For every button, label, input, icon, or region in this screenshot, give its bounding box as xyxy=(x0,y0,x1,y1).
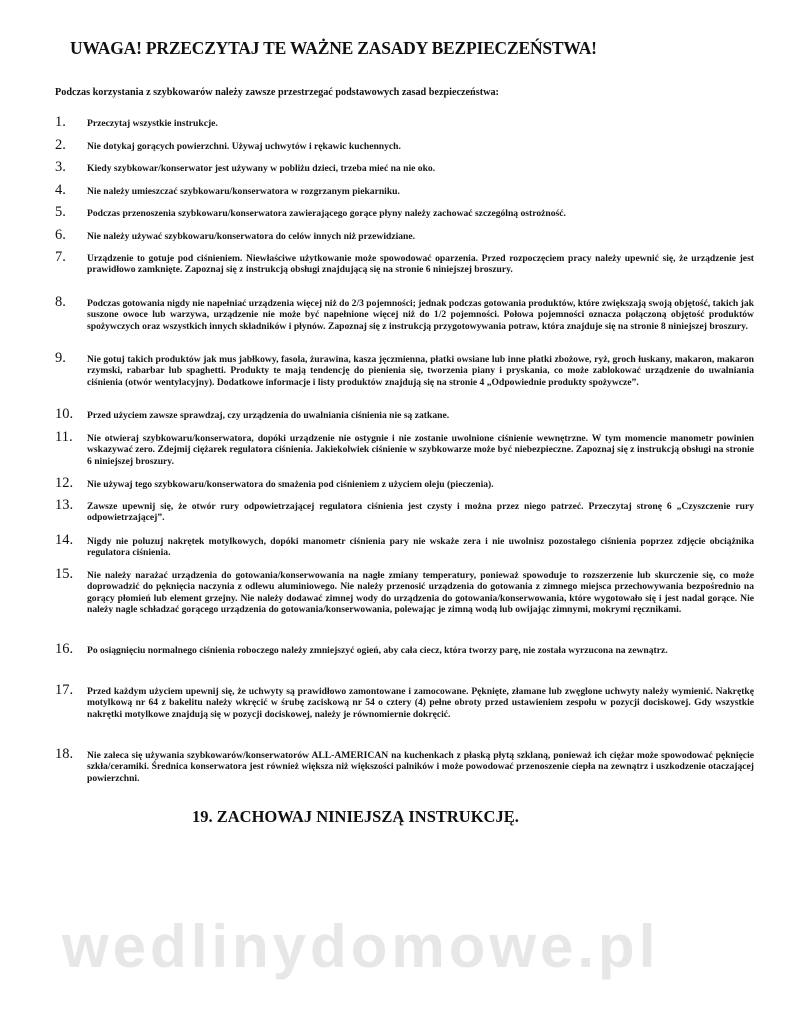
list-item-number: 2. xyxy=(55,137,66,153)
list-item-number: 11. xyxy=(55,429,73,445)
list-item-text: Nie dotykaj gorących powierzchni. Używaj uchwytów i rękawic kuchennych. xyxy=(87,141,401,152)
list-item-number: 3. xyxy=(55,159,66,175)
list-item-text: Po osiągnięciu normalnego ciśnienia roboczego należy zmniejszyć ogień, aby cała ciecz, która tworzy parę, nie została wyrzucona na zewnątrz. xyxy=(87,645,668,656)
list-item-text: Zawsze upewnij się, że otwór rury odpowietrzającej regulatora ciśnienia jest czysty i można przez niego patrzeć. Przeczytaj stronę 6 „Czyszczenie rury odpowietrzającej”. xyxy=(87,501,754,524)
list-item-text: Nie otwieraj szybkowaru/konserwatora, dopóki urządzenie nie ostygnie i nie zostanie uwolnione ciśnienie wewnętrzne. W tym momencie manometr powinien wskazywać zero. Zdejmij ciężarek regulatora ciśnienia. Jakiekolwiek ciśnienie w szybkowarze może być niebezpieczne. Zapoznaj się z instrukcją obsługi na stronie 6 niniejszej broszury. xyxy=(87,433,754,467)
list-item-number: 10. xyxy=(55,406,74,422)
list-item-number: 9. xyxy=(55,350,66,366)
list-item-number: 14. xyxy=(55,532,74,548)
list-item-text: Przed użyciem zawsze sprawdzaj, czy urządzenia do uwalniania ciśnienia nie są zatkane. xyxy=(87,410,450,421)
list-item-number: 4. xyxy=(55,182,66,198)
list-item-number: 7. xyxy=(55,249,66,265)
list-item-text: Podczas gotowania nigdy nie napełniać urządzenia więcej niż do 2/3 pojemności; jednak podczas gotowania produktów, które zwiększają swoją objętość, takich jak suszone owoce lub warzywa, urządzenie nie może być napełnione więcej niż do 1/2 pojemności. Połowa pojemności oznacza połączoną objętość produktów spożywczych oraz wszystkich innych składników i płynów. Zapoznaj się z instrukcją przygotowywania potraw, która znajduje się na stronie 8 niniejszej broszury. xyxy=(87,298,754,332)
list-item-number: 8. xyxy=(55,294,66,310)
list-item-text: Urządzenie to gotuje pod ciśnieniem. Niewłaściwe użytkowanie może spowodować oparzenia. Przed rozpoczęciem pracy należy upewnić się, że urządzenie jest prawidłowo zamknięte. Zapoznaj się z instrukcją obsługi znajdującą się na stronie 6 niniejszej broszury. xyxy=(87,253,754,276)
list-item-text: Przed każdym użyciem upewnij się, że uchwyty są prawidłowo zamontowane i zamocowane. Pęknięte, złamane lub zwęglone uchwyty należy wymienić. Nakrętkę motylkową nr 64 z bakelitu należy wkręcić w śrubę zaciskową nr 54 o cztery (4) pełne obroty przed ustawieniem zespołu w pozycji dociskowej. Gdy wszystkie nakrętki motylkowe znajdują się w pozycji dociskowej, należy je równomiernie dokręcić. xyxy=(87,686,754,720)
list-item-number: 17. xyxy=(55,682,74,698)
list-item-text: Nie zaleca się używania szybkowarów/konserwatorów ALL-AMERICAN na kuchenkach z płaską płytą szklaną, ponieważ ich ciężar może spowodować pęknięcie szkła/ceramiki. Średnica konserwatora jest również większa niż większości palników i może powodować przenoszenie ciepła na zewnątrz i uszkodzenie otaczającej powierzchni. xyxy=(87,750,754,784)
footer-heading: 19. ZACHOWAJ NINIEJSZĄ INSTRUKCJĘ. xyxy=(192,807,519,826)
page-title: UWAGA! PRZECZYTAJ TE WAŻNE ZASADY BEZPIECZEŃSTWA! xyxy=(70,38,597,58)
list-item-number: 12. xyxy=(55,475,74,491)
list-item-text: Nigdy nie poluzuj nakrętek motylkowych, dopóki manometr ciśnienia pary nie wskaże zera i nie uwolnisz pozostałego ciśnienia poprzez zdjęcie obciążnika regulatora ciśnienia. xyxy=(87,536,754,559)
intro-text: Podczas korzystania z szybkowarów należy zawsze przestrzegać podstawowych zasad bezpieczeństwa: xyxy=(55,87,499,98)
list-item-text: Podczas przenoszenia szybkowaru/konserwatora zawierającego gorące płyny należy zachować szczególną ostrożność. xyxy=(87,208,566,219)
list-item-text: Nie gotuj takich produktów jak mus jabłkowy, fasola, żurawina, kasza jęczmienna, płatki owsiane lub inne płatki zbożowe, ryż, groch łuskany, makaron, makaron rzymski, rabarbar lub spaghetti. Produkty te mają tendencję do pienienia się, tworzenia piany i pryskania, co może zablokować urządzenie do uwalniania ciśnienia (otwór wentylacyjny). Dodatkowe informacje i listy produktów znajdują się na stronie 4 „Odpowiednie produkty spożywcze”. xyxy=(87,354,754,388)
list-item-number: 6. xyxy=(55,227,66,243)
list-item-number: 15. xyxy=(55,566,74,582)
list-item-number: 1. xyxy=(55,114,66,130)
list-item-text: Nie należy umieszczać szybkowaru/konserwatora w rozgrzanym piekarniku. xyxy=(87,186,400,197)
list-item-text: Przeczytaj wszystkie instrukcje. xyxy=(87,118,218,129)
list-item-number: 13. xyxy=(55,497,74,513)
list-item-number: 5. xyxy=(55,204,66,220)
list-item-text: Nie używaj tego szybkowaru/konserwatora do smażenia pod ciśnieniem z użyciem oleju (pieczenia). xyxy=(87,479,494,490)
list-item-text: Nie należy narażać urządzenia do gotowania/konserwowania na nagłe zmiany temperatury, ponieważ spowoduje to rozszerzenie lub skurczenie się, co może doprowadzić do pęknięcia naczynia z odlewu aluminiowego. Nie należy przenosić urządzenia do gotowania z zimnego miejsca przechowywania bezpośrednio na gorący płomień lub element grzejny. Nie należy dodawać zimnej wody do urządzenia do gotowania/konserwowania, które wygotowało się i jest nadal gorące. Nie należy nagle schładzać gorącego urządzenia do gotowania/konserwowania, polewając je zimną wodą lub owijając zimnymi, mokrymi ręcznikami. xyxy=(87,570,754,616)
list-item-text: Nie należy używać szybkowaru/konserwatora do celów innych niż przewidziane. xyxy=(87,231,416,242)
list-item-number: 18. xyxy=(55,746,74,762)
list-item-number: 16. xyxy=(55,641,74,657)
list-item-text: Kiedy szybkowar/konserwator jest używany w pobliżu dzieci, trzeba mieć na nie oko. xyxy=(87,163,436,174)
watermark: wedlinydomowe.pl xyxy=(62,913,660,980)
